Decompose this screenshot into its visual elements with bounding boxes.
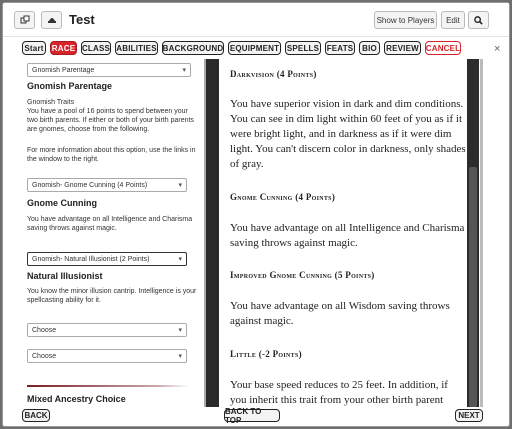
trait-description-2: You know the minor illusion cantrip. Intelligence is your spellcasting ability for it. bbox=[27, 288, 197, 304]
tab-background[interactable]: BACKGROUND bbox=[162, 41, 224, 55]
choice-select-2[interactable] bbox=[27, 349, 187, 363]
tab-equipment[interactable]: EQUIPMENT bbox=[228, 41, 281, 55]
trait-heading-2: Natural Illusionist bbox=[27, 271, 103, 281]
ref-text-little: Your base speed reduces to 25 feet. In addition, if you inherit this trait from your other birth parent bbox=[230, 379, 448, 406]
back-button[interactable]: BACK bbox=[22, 409, 50, 422]
copy-button[interactable] bbox=[14, 11, 35, 29]
mixed-ancestry-heading: Mixed Ancestry Choice bbox=[27, 394, 126, 404]
ref-text-darkvision: You have superior vision in dark and dim conditions. You can see in dim light within 60 feet of you as if it were bright light, and in darkness as if it were dim light. You can't discern color in darkness, only shades of gray. bbox=[230, 98, 466, 170]
choice-select-1[interactable] bbox=[27, 323, 187, 337]
trait-heading-1: Gnome Cunning bbox=[27, 198, 97, 208]
wizard-tabs bbox=[22, 41, 461, 55]
close-icon[interactable]: × bbox=[494, 43, 501, 55]
window-scrollbar[interactable] bbox=[480, 59, 483, 407]
chevron-down-icon: ▾ bbox=[178, 256, 182, 263]
ref-text-improved-cunning: You have advantage on all Wisdom saving throws against magic. bbox=[230, 300, 450, 327]
tab-feats[interactable]: FEATS bbox=[325, 41, 355, 55]
edit-button[interactable]: Edit bbox=[441, 11, 465, 29]
info-note: For more information about this option, use the links in the window to the right. bbox=[27, 147, 196, 163]
reference-panel bbox=[221, 59, 466, 407]
chevron-down-icon: ▾ bbox=[178, 353, 182, 360]
tab-bio[interactable]: BIO bbox=[359, 41, 380, 55]
trait-select-1[interactable] bbox=[27, 178, 187, 192]
choice-select-2-value: Choose bbox=[32, 352, 57, 360]
ref-heading-darkvision: Darkvision (4 Points) bbox=[230, 69, 317, 79]
back-to-top-button[interactable]: BACK TO TOP bbox=[224, 409, 280, 422]
parentage-select[interactable] bbox=[27, 63, 191, 77]
next-button[interactable]: NEXT bbox=[455, 409, 483, 422]
trait-select-1-value: Gnomish- Gnome Cunning (4 Points) bbox=[32, 181, 148, 189]
search-button[interactable] bbox=[468, 11, 489, 29]
chevron-down-icon: ▾ bbox=[182, 67, 186, 74]
traits-subheading: Gnomish Traits bbox=[27, 99, 75, 106]
traits-description: You have a pool of 16 points to spend between your two birth parents. If either or both of your birth parents are gnomes, choose from the following. bbox=[27, 108, 194, 133]
tab-spells[interactable]: SPELLS bbox=[285, 41, 321, 55]
section-divider bbox=[27, 385, 189, 387]
window-title: Test bbox=[69, 12, 95, 27]
tab-race[interactable]: RACE bbox=[50, 41, 77, 55]
tab-cancel[interactable]: CANCEL bbox=[425, 41, 461, 55]
trait-description-1: You have advantage on all Intelligence and Charisma saving throws against magic. bbox=[27, 216, 193, 232]
show-to-players-button[interactable]: Show to Players bbox=[374, 11, 437, 29]
tab-review[interactable]: REVIEW bbox=[384, 41, 421, 55]
portrait-button[interactable] bbox=[41, 11, 62, 29]
trait-select-2-value: Gnomish- Natural Illusionist (2 Points) bbox=[32, 255, 150, 263]
trait-select-2[interactable] bbox=[27, 252, 187, 266]
ref-text-gnome-cunning: You have advantage on all Intelligence and Charisma saving throws against magic. bbox=[230, 222, 465, 249]
options-panel bbox=[23, 59, 198, 407]
parentage-select-value: Gnomish Parentage bbox=[32, 66, 95, 74]
reference-scrollbar-thumb[interactable] bbox=[469, 167, 477, 407]
tab-class[interactable]: CLASS bbox=[81, 41, 111, 55]
section-heading: Gnomish Parentage bbox=[27, 81, 113, 91]
choice-select-1-value: Choose bbox=[32, 326, 57, 334]
hat-icon bbox=[47, 15, 57, 25]
chevron-down-icon: ▾ bbox=[178, 327, 182, 334]
panel-divider bbox=[204, 59, 219, 407]
ref-heading-gnome-cunning: Gnome Cunning (4 Points) bbox=[230, 192, 336, 202]
chevron-down-icon: ▾ bbox=[178, 182, 182, 189]
title-bar bbox=[3, 3, 510, 37]
search-icon bbox=[474, 16, 483, 25]
tab-abilities[interactable]: ABILITIES bbox=[115, 41, 158, 55]
character-builder-window bbox=[2, 2, 510, 427]
ref-heading-little: Little (-2 Points) bbox=[230, 349, 302, 359]
copy-icon bbox=[20, 15, 30, 25]
tab-start[interactable]: Start bbox=[22, 41, 46, 55]
ref-heading-improved-cunning: Improved Gnome Cunning (5 Points) bbox=[230, 270, 375, 280]
